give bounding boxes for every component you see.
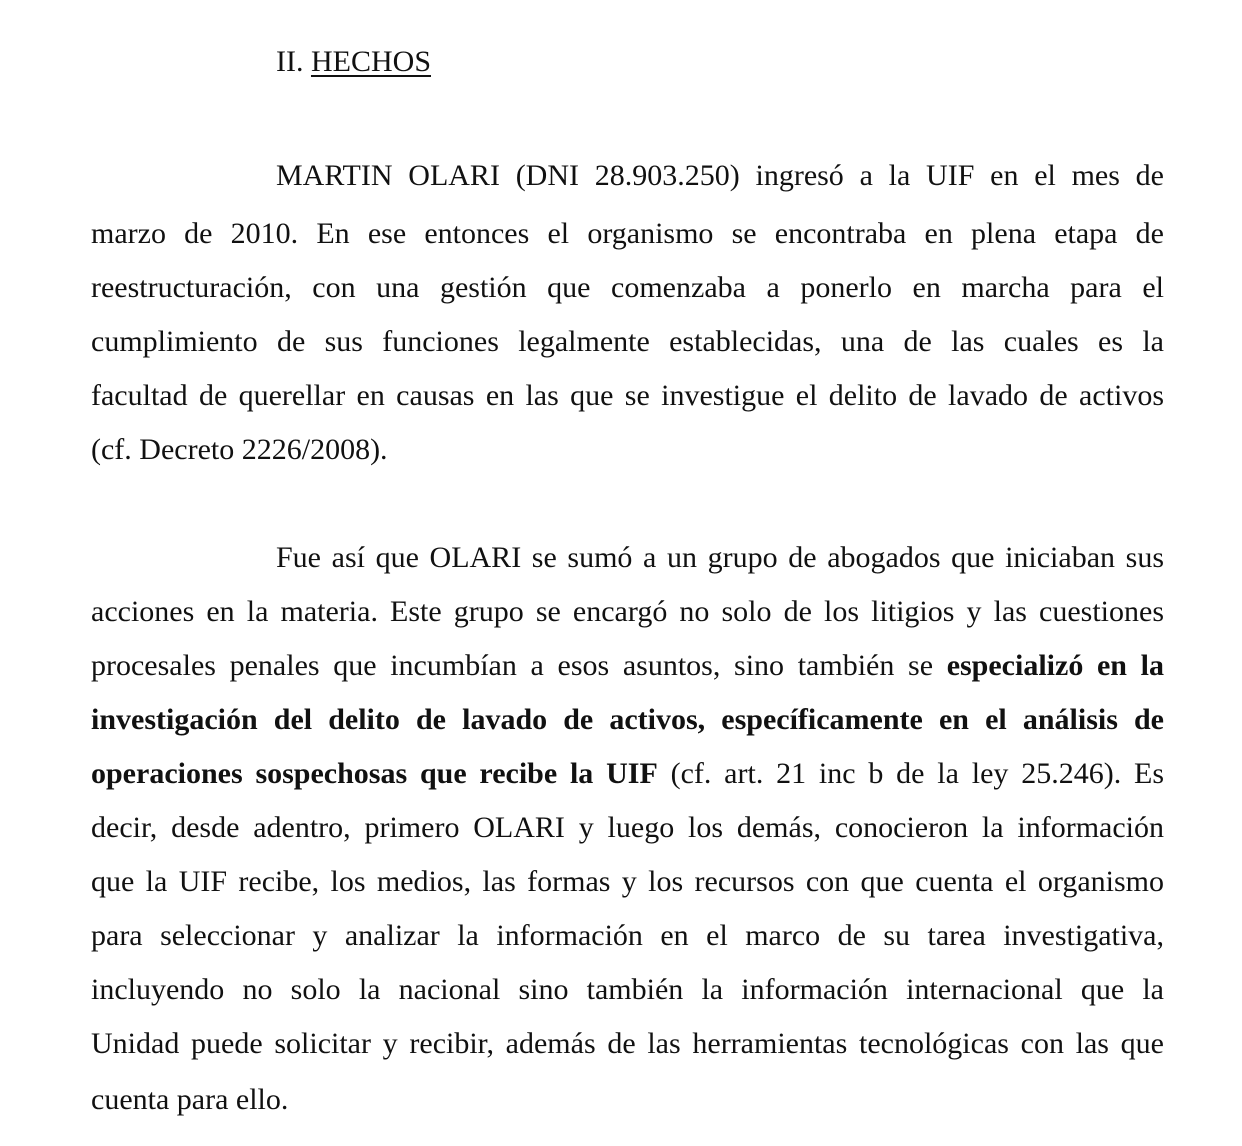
paragraph-2-line (91, 700, 1164, 740)
section-number: II. (276, 45, 304, 78)
paragraph-1-line: facultad de querellar en causas en las que se investigue el delito de lavado de activos (91, 379, 1164, 412)
paragraph-1-line: (cf. Decreto 2226/2008). (91, 433, 388, 466)
paragraph-1-line: reestructuración, con una gestión que comenzaba a ponerlo en marcha para el (91, 271, 1164, 304)
paragraph-1-line: marzo de 2010. En ese entonces el organismo se encontraba en plena etapa de (91, 217, 1164, 250)
paragraph-1-line: MARTIN OLARI (DNI 28.903.250) ingresó a la UIF en el mes de (276, 159, 1164, 192)
paragraph-2-line: incluyendo no solo la nacional sino también la información internacional que la (91, 973, 1164, 1006)
paragraph-1-line: cumplimiento de sus funciones legalmente establecidas, una de las cuales es la (91, 325, 1164, 358)
paragraph-2-line: acciones en la materia. Este grupo se encargó no solo de los litigios y las cuestiones (91, 595, 1164, 628)
section-title: HECHOS (310, 45, 431, 78)
paragraph-2-line: Fue así que OLARI se sumó a un grupo de abogados que iniciaban sus (276, 541, 1164, 574)
paragraph-2-text: (cf. art. 21 inc b de la ley 25.246). Es (657, 757, 1164, 790)
paragraph-2-line (91, 754, 1164, 794)
paragraph-2-line: decir, desde adentro, primero OLARI y luego los demás, conocieron la información (91, 811, 1164, 844)
paragraph-2-line: cuenta para ello. (91, 1083, 289, 1116)
paragraph-2-line: que la UIF recibe, los medios, las formas y los recursos con que cuenta el organismo (91, 865, 1164, 898)
paragraph-2-text: procesales penales que incumbían a esos asuntos, sino también se (91, 649, 947, 682)
section-heading (276, 42, 431, 82)
paragraph-2-emphasis: operaciones sospechosas que recibe la UIF (91, 757, 658, 790)
paragraph-2-emphasis: investigación del delito de lavado de activos, específicamente en el análisis de (91, 703, 1164, 736)
paragraph-2-line: para seleccionar y analizar la información en el marco de su tarea investigativa, (91, 919, 1164, 952)
paragraph-2-emphasis: especializó en la (946, 649, 1164, 682)
paragraph-2-line (91, 646, 1164, 686)
paragraph-2-line: Unidad puede solicitar y recibir, además de las herramientas tecnológicas con las que (91, 1027, 1164, 1060)
